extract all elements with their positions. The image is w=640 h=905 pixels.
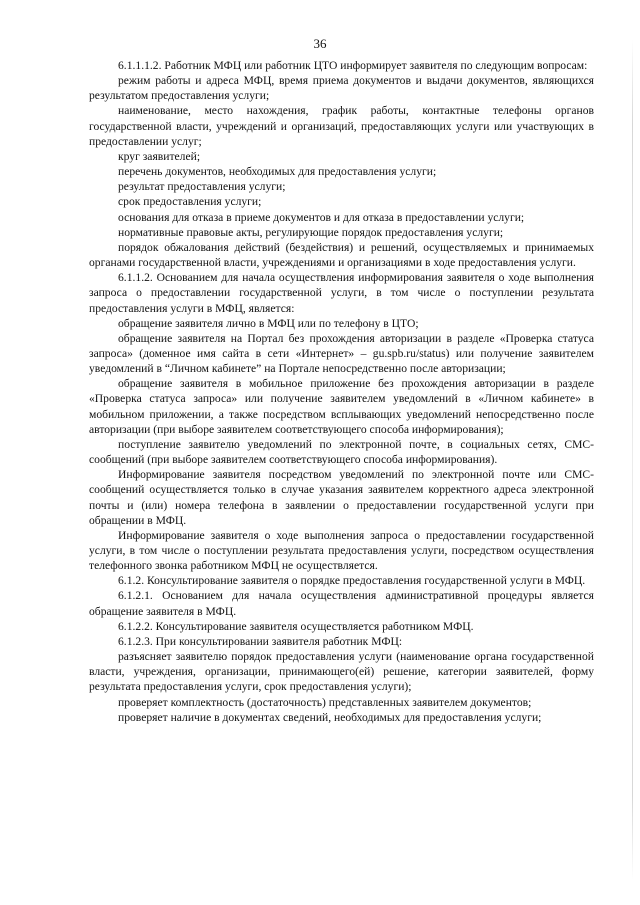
- list-item-authorities-contacts: наименование, место нахождения, график работы, контактные телефоны органов государственной власти, учреждений и организаций, предоставляющих услуги или участвующих в предоставлении услуг;: [89, 104, 594, 148]
- paragraph-6-1-2-3: 6.1.2.3. При консультировании заявителя работник МФЦ:: [118, 634, 403, 648]
- list-item-appeal-procedure: порядок обжалования действий (бездействия) и решений, осуществляемых и принимаемых органами государственной власти, учреждениями и организациями в ходе предоставления услуги.: [89, 240, 594, 270]
- list-item-checks-information: проверяет наличие в документах сведений, необходимых для предоставления услуги;: [118, 710, 542, 724]
- paragraph-no-phone-calls: Информирование заявителя о ходе выполнения запроса о предоставлении государственной услуги, в том числе о поступлении результата предоставления услуги, посредством осуществления телефонного звонка работником МФЦ не осуществляется.: [89, 528, 594, 573]
- list-item-personal-visit: обращение заявителя лично в МФЦ или по телефону в ЦТО;: [118, 316, 419, 330]
- paragraph-6-1-2-1: 6.1.2.1. Основанием для начала осуществления административной процедуры является обращение заявителя в МФЦ.: [89, 589, 594, 618]
- list-item-work-hours: режим работы и адреса МФЦ, время приема документов и выдачи документов, являющихся результатом предоставления услуги;: [89, 74, 594, 103]
- paragraph-6-1-2-2: 6.1.2.2. Консультирование заявителя осуществляется работником МФЦ.: [118, 619, 474, 633]
- list-item-email-sms: поступление заявителю уведомлений по электронной почте, в социальных сетях, СМС-сообщений (при выборе заявителем соответствующего способа информирования).: [89, 437, 594, 467]
- list-item-legal-acts: нормативные правовые акты, регулирующие порядок предоставления услуги;: [118, 225, 504, 239]
- list-item-documents: перечень документов, необходимых для предоставления услуги;: [118, 165, 437, 179]
- list-item-refusal-grounds: основания для отказа в приеме документов и для отказа в предоставлении услуги;: [118, 210, 525, 224]
- document-body: [89, 58, 594, 725]
- list-item-portal: обращение заявителя на Портал без прохождения авторизации в разделе «Проверка статуса запроса» (доменное имя сайта в сети «Интернет» – gu.spb.ru/status) или получение заявителем уведомлений в “Личном кабинете” на Портале непосредственно после авторизации;: [89, 331, 594, 376]
- list-item-checks-completeness: проверяет комплектность (достаточность) представленных заявителем документов;: [118, 695, 532, 709]
- list-item-mobile-app: обращение заявителя в мобильное приложение без прохождения авторизации в разделе «Проверка статуса запроса» или получение заявителем уведомлений в «Личном кабинете» в мобильном приложении, а также посредством всплывающих уведомлений непосредственно после авторизации (при выборе заявителем соответствующего способа информирования);: [89, 377, 594, 436]
- page-number: 36: [313, 36, 327, 51]
- list-item-explains-procedure: разъясняет заявителю порядок предоставления услуги (наименование органа государственной власти, учреждения, организации, принимающего(ей) решение, категории заявителей, форму результата предоставления услуги, срок предоставления услуги);: [89, 650, 594, 694]
- scan-edge-shadow: [632, 40, 633, 880]
- list-item-applicants: круг заявителей;: [118, 149, 201, 163]
- list-item-term: срок предоставления услуги;: [118, 195, 262, 209]
- paragraph-email-sms-condition: Информирование заявителя посредством уведомлений по электронной почте или СМС-сообщений осуществляется только в случае указания заявителем корректного адреса электронной почты и (или) номера телефона в заявлении о предоставлении государственной услуги при обращении в МФЦ.: [89, 468, 594, 527]
- paragraph-6-1-2: 6.1.2. Консультирование заявителя о порядке предоставления государственной услуги в МФЦ.: [118, 574, 586, 588]
- paragraph-6-1-1-2: 6.1.1.2. Основанием для начала осуществления информирования заявителя о ходе выполнения запроса о предоставлении государственной услуги, в том числе о поступлении результата предоставления услуги в МФЦ, является:: [89, 271, 594, 315]
- paragraph-6-1-1-1-2: 6.1.1.1.2. Работник МФЦ или работник ЦТО информирует заявителя по следующим вопросам:: [118, 59, 588, 72]
- list-item-result: результат предоставления услуги;: [118, 180, 286, 194]
